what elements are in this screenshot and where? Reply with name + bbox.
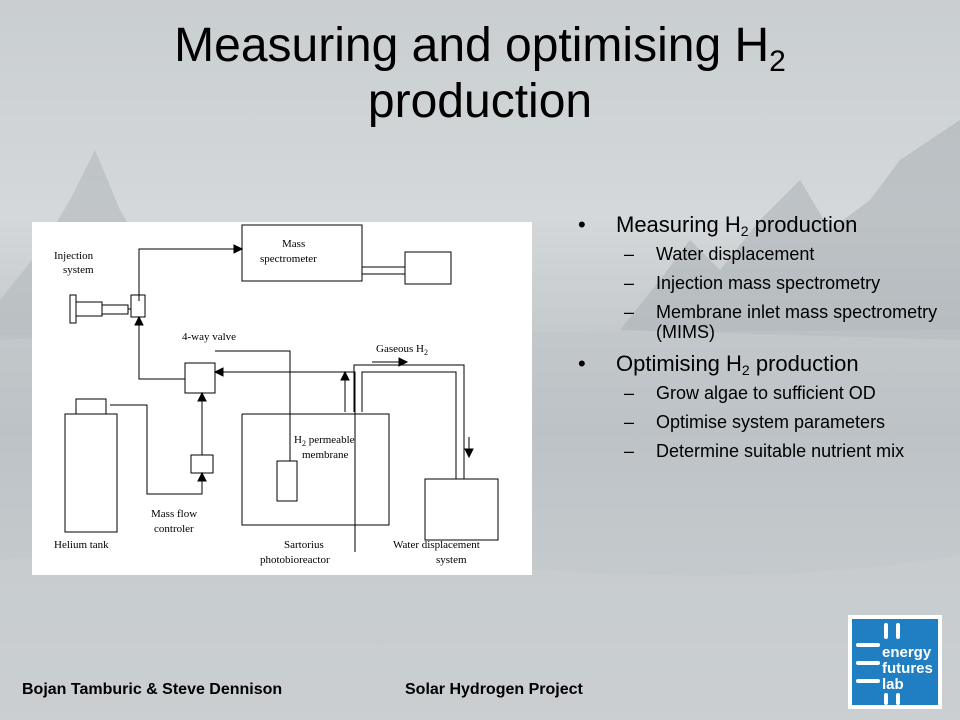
label-membrane-2: membrane [302,449,349,461]
bullet-optimising: • Optimising $H_2$ production [578,351,859,378]
membrane-probe [277,461,297,501]
slide-title [40,18,920,130]
detector-box [405,252,451,284]
logo-text-1: energy [882,644,932,661]
sub-bullet: – Determine suitable nutrient mix [624,441,905,461]
title-subscript: 2 [769,45,786,78]
title-line2: production [367,75,593,128]
energy-futures-lab-logo [848,615,942,709]
label-membrane-1: $H_2$ permeable [294,434,355,448]
sub-bullet: – Optimise system parameters [624,412,886,432]
sub-bullet: – Grow algae to sufficient OD [624,383,876,403]
apparatus-diagram [32,222,532,575]
water-displacement-box [425,479,498,540]
label-water-2: system [436,554,467,566]
sub-bullet: – Membrane inlet mass spectrometry (MIMS) [624,302,938,342]
bullet-dot: • [578,212,586,237]
injection-valve [131,295,145,317]
logo-text-2: futures [882,660,933,677]
footer-project: Solar Hydrogen Project [405,681,583,698]
mass-flow-controller [191,455,213,473]
label-helium: Helium tank [54,539,109,551]
bullet-list [578,208,938,470]
sub-bullet: – Water displacement [624,244,815,264]
helium-tank [65,414,117,532]
label-mfc-2: controler [154,523,194,535]
label-sartorius-1: Sartorius [284,539,324,551]
label-injection-2: system [63,264,94,276]
label-gaseous: Gaseous $H_2$ [376,343,428,357]
sub-bullet: – Injection mass spectrometry [624,273,881,293]
footer-authors: Bojan Tamburic & Steve Dennison [22,681,283,698]
apparatus-drawing [32,222,532,575]
label-mfc-1: Mass flow [151,508,198,520]
label-sartorius-2: photobioreactor [260,554,330,566]
label-injection-1: Injection [54,250,94,262]
label-mass-spec-2: spectrometer [260,253,317,265]
four-way-valve [185,363,215,393]
title-line1: Measuring and optimising H [174,19,770,72]
bullet-measuring: • Measuring $H_2$ production [578,212,858,239]
label-mass-spec-1: Mass [282,238,306,250]
label-water-1: Water displacement [393,539,480,551]
logo-text-3: lab [882,676,904,693]
bullet-dot: • [578,351,586,376]
label-valve: 4-way valve [182,331,237,343]
logo-mark-icon [848,615,942,709]
